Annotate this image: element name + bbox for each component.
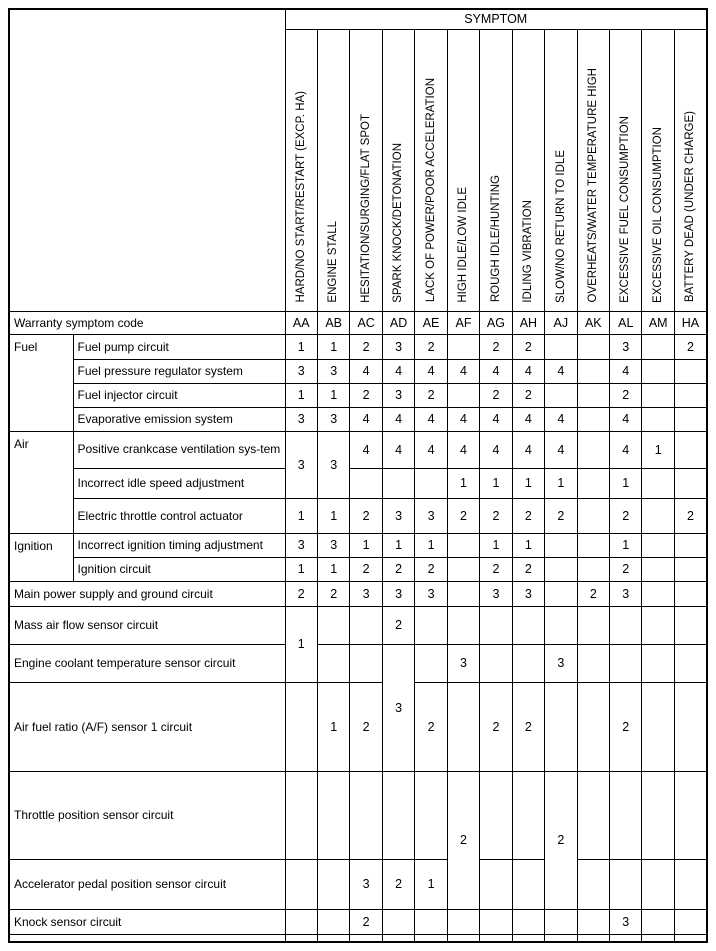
value-cell	[480, 644, 512, 682]
value-cell: 2	[545, 498, 577, 533]
value-cell	[610, 644, 642, 682]
value-cell	[415, 606, 447, 644]
value-cell	[285, 934, 317, 942]
table-row	[9, 606, 707, 644]
value-cell: 3	[350, 859, 382, 909]
value-cell: 2	[350, 334, 382, 359]
table-row	[9, 407, 707, 431]
table-row	[9, 533, 707, 557]
value-cell	[610, 771, 642, 859]
value-cell: 2	[382, 557, 414, 581]
value-cell: 1	[642, 431, 674, 468]
value-cell: 4	[415, 431, 447, 468]
value-cell: 4	[480, 359, 512, 383]
value-cell: 2	[447, 771, 479, 909]
column-header-label: HESITATION/SURGING/FLAT SPOT	[359, 113, 372, 303]
value-cell	[512, 859, 544, 909]
value-cell: 3	[317, 431, 349, 498]
value-cell	[317, 859, 349, 909]
value-cell	[415, 468, 447, 498]
value-cell	[317, 934, 349, 942]
value-cell	[447, 606, 479, 644]
value-cell: 2	[415, 383, 447, 407]
value-cell: 2	[415, 682, 447, 771]
value-cell: 1	[415, 859, 447, 909]
value-cell	[447, 682, 479, 771]
value-cell: 1	[285, 606, 317, 682]
value-cell: 4	[610, 407, 642, 431]
value-cell	[285, 771, 317, 859]
symptom-code: AB	[317, 311, 349, 334]
value-cell	[674, 934, 707, 942]
symptom-code: AD	[382, 311, 414, 334]
value-cell: 4	[480, 431, 512, 468]
value-cell: 2	[512, 498, 544, 533]
symptom-code: AJ	[545, 311, 577, 334]
value-cell	[317, 644, 349, 682]
value-cell	[545, 606, 577, 644]
value-cell	[642, 334, 674, 359]
system-label-cell: Air fuel ratio (A/F) sensor 1 circuit	[9, 682, 285, 771]
value-cell: 2	[350, 682, 382, 771]
value-cell: 4	[610, 359, 642, 383]
value-cell	[642, 468, 674, 498]
value-cell	[512, 644, 544, 682]
value-cell	[480, 859, 512, 909]
value-cell	[447, 557, 479, 581]
value-cell: 2	[512, 557, 544, 581]
value-cell	[415, 644, 447, 682]
system-label-cell: Fuel injector circuit	[73, 383, 285, 407]
table-row	[9, 431, 707, 468]
system-label-cell: Engine coolant temperature sensor circuit	[9, 644, 285, 682]
column-header-cell	[415, 29, 447, 311]
value-cell	[480, 606, 512, 644]
value-cell	[674, 533, 707, 557]
value-cell	[577, 557, 609, 581]
value-cell: 3	[415, 581, 447, 606]
value-cell: 1	[512, 468, 544, 498]
value-cell: 2	[610, 682, 642, 771]
value-cell	[415, 909, 447, 934]
value-cell: 1	[317, 498, 349, 533]
value-cell: 1	[415, 533, 447, 557]
value-cell	[350, 606, 382, 644]
value-cell: 2	[447, 498, 479, 533]
value-cell: 3	[610, 909, 642, 934]
value-cell: 1	[512, 533, 544, 557]
value-cell	[674, 909, 707, 934]
symptom-title-row	[9, 9, 707, 29]
value-cell	[642, 533, 674, 557]
value-cell: 2	[350, 557, 382, 581]
symptom-code: AL	[610, 311, 642, 334]
system-label-cell: Incorrect ignition timing adjustment	[73, 533, 285, 557]
value-cell	[512, 934, 544, 942]
column-header-label: IDLING VIBRATION	[522, 199, 535, 303]
value-cell: 4	[447, 431, 479, 468]
value-cell: 1	[382, 533, 414, 557]
value-cell	[447, 383, 479, 407]
system-label-cell: Main power supply and ground circuit	[9, 581, 285, 606]
value-cell: 1	[285, 383, 317, 407]
table-row	[9, 859, 707, 909]
value-cell	[382, 468, 414, 498]
value-cell: 4	[350, 407, 382, 431]
table-row	[9, 468, 707, 498]
value-cell	[642, 498, 674, 533]
symptom-code: AH	[512, 311, 544, 334]
value-cell	[545, 383, 577, 407]
value-cell: 3	[415, 498, 447, 533]
table-row	[9, 682, 707, 771]
value-cell: 3	[382, 498, 414, 533]
table-row	[9, 644, 707, 682]
value-cell: 2	[382, 606, 414, 644]
value-cell	[577, 359, 609, 383]
value-cell	[642, 771, 674, 859]
value-cell	[512, 771, 544, 859]
value-cell: 2	[480, 557, 512, 581]
value-cell: 2	[674, 498, 707, 533]
category-cell: Air	[9, 431, 73, 533]
value-cell	[577, 407, 609, 431]
value-cell	[642, 606, 674, 644]
value-cell	[447, 934, 479, 942]
value-cell	[674, 682, 707, 771]
value-cell	[610, 606, 642, 644]
value-cell: 4	[545, 431, 577, 468]
value-cell	[512, 909, 544, 934]
value-cell: 3	[382, 383, 414, 407]
column-header-cell	[285, 29, 317, 311]
table-row	[9, 498, 707, 533]
category-cell: Ignition	[9, 533, 73, 581]
value-cell	[285, 909, 317, 934]
system-label-cell: Fuel pump circuit	[73, 334, 285, 359]
table-row	[9, 334, 707, 359]
warranty-code-label: Warranty symptom code	[9, 311, 285, 334]
system-label-cell: Throttle position sensor circuit	[9, 771, 285, 859]
value-cell	[350, 771, 382, 859]
system-label-cell: Accelerator pedal position sensor circuit	[9, 859, 285, 909]
warranty-code-row	[9, 311, 707, 334]
value-cell: 2	[512, 334, 544, 359]
column-header-cell	[480, 29, 512, 311]
value-cell: 3	[382, 644, 414, 771]
value-cell: 4	[415, 359, 447, 383]
column-header-cell	[674, 29, 707, 311]
symptom-code: AK	[577, 311, 609, 334]
system-label-cell	[9, 934, 285, 942]
symptom-code: HA	[674, 311, 707, 334]
value-cell: 2	[480, 383, 512, 407]
column-header-cell	[350, 29, 382, 311]
value-cell: 1	[317, 682, 349, 771]
value-cell	[545, 533, 577, 557]
system-label-cell: Evaporative emission system	[73, 407, 285, 431]
value-cell: 1	[480, 533, 512, 557]
column-header-cell	[317, 29, 349, 311]
value-cell	[415, 771, 447, 859]
symptom-diagnosis-table	[8, 8, 708, 943]
value-cell: 2	[382, 859, 414, 909]
value-cell: 2	[317, 581, 349, 606]
value-cell	[285, 682, 317, 771]
value-cell	[317, 606, 349, 644]
value-cell: 2	[610, 383, 642, 407]
symptom-code: AA	[285, 311, 317, 334]
value-cell: 4	[512, 359, 544, 383]
value-cell: 1	[447, 468, 479, 498]
value-cell	[642, 407, 674, 431]
value-cell	[674, 606, 707, 644]
table-row	[9, 557, 707, 581]
value-cell: 3	[285, 431, 317, 498]
category-cell: Fuel	[9, 334, 73, 431]
value-cell	[447, 533, 479, 557]
value-cell	[642, 557, 674, 581]
value-cell: 1	[285, 498, 317, 533]
value-cell	[480, 909, 512, 934]
system-label-cell: Electric throttle control actuator	[73, 498, 285, 533]
column-header-cell	[447, 29, 479, 311]
value-cell	[512, 606, 544, 644]
column-header-label: SLOW/NO RETURN TO IDLE	[554, 149, 567, 303]
value-cell: 2	[577, 581, 609, 606]
value-cell	[382, 934, 414, 942]
value-cell	[674, 468, 707, 498]
value-cell: 2	[350, 383, 382, 407]
value-cell	[610, 934, 642, 942]
value-cell	[545, 334, 577, 359]
value-cell: 3	[350, 581, 382, 606]
value-cell	[642, 359, 674, 383]
value-cell	[545, 581, 577, 606]
value-cell	[642, 909, 674, 934]
system-label-cell: Fuel pressure regulator system	[73, 359, 285, 383]
corner-cell	[9, 9, 285, 311]
value-cell: 1	[545, 468, 577, 498]
value-cell: 3	[285, 407, 317, 431]
value-cell: 4	[382, 407, 414, 431]
value-cell	[545, 557, 577, 581]
value-cell	[577, 498, 609, 533]
value-cell: 1	[285, 334, 317, 359]
value-cell	[674, 557, 707, 581]
value-cell: 4	[415, 407, 447, 431]
value-cell	[447, 909, 479, 934]
value-cell: 3	[480, 581, 512, 606]
value-cell: 2	[480, 498, 512, 533]
value-cell: 4	[545, 407, 577, 431]
value-cell: 4	[350, 431, 382, 468]
value-cell	[577, 606, 609, 644]
value-cell	[577, 644, 609, 682]
column-header-label: EXCESSIVE FUEL CONSUMPTION	[619, 115, 632, 303]
value-cell: 2	[350, 498, 382, 533]
value-cell: 2	[545, 771, 577, 909]
value-cell	[642, 859, 674, 909]
value-cell: 1	[480, 468, 512, 498]
value-cell	[415, 934, 447, 942]
value-cell: 4	[545, 359, 577, 383]
value-cell: 1	[317, 557, 349, 581]
value-cell: 3	[447, 644, 479, 682]
value-cell: 2	[350, 909, 382, 934]
value-cell: 1	[285, 557, 317, 581]
value-cell	[577, 383, 609, 407]
value-cell	[642, 581, 674, 606]
value-cell	[545, 682, 577, 771]
column-header-cell	[382, 29, 414, 311]
value-cell	[577, 859, 609, 909]
value-cell: 3	[317, 407, 349, 431]
value-cell	[480, 771, 512, 859]
value-cell	[382, 771, 414, 859]
value-cell: 4	[447, 407, 479, 431]
value-cell: 3	[382, 581, 414, 606]
value-cell: 4	[480, 407, 512, 431]
value-cell	[350, 934, 382, 942]
value-cell: 1	[350, 533, 382, 557]
value-cell	[674, 644, 707, 682]
value-cell	[674, 581, 707, 606]
value-cell	[577, 909, 609, 934]
column-header-label: OVERHEATS/WATER TEMPERATURE HIGH	[586, 68, 599, 303]
value-cell	[642, 682, 674, 771]
truncated-row	[9, 934, 707, 942]
value-cell	[480, 934, 512, 942]
value-cell	[577, 934, 609, 942]
value-cell	[545, 934, 577, 942]
symptom-code: AM	[642, 311, 674, 334]
column-header-label: HARD/NO START/RESTART (EXCP. HA)	[294, 90, 307, 303]
value-cell: 3	[317, 359, 349, 383]
value-cell: 2	[415, 334, 447, 359]
value-cell: 4	[382, 431, 414, 468]
value-cell: 3	[317, 533, 349, 557]
column-header-label: HIGH IDLE/LOW IDLE	[457, 186, 470, 303]
value-cell: 2	[480, 682, 512, 771]
table-row	[9, 771, 707, 859]
value-cell	[674, 431, 707, 468]
table-row	[9, 359, 707, 383]
value-cell: 3	[545, 644, 577, 682]
value-cell: 2	[512, 383, 544, 407]
value-cell: 2	[415, 557, 447, 581]
value-cell: 4	[447, 359, 479, 383]
value-cell: 2	[610, 557, 642, 581]
column-header-cell	[610, 29, 642, 311]
value-cell: 4	[382, 359, 414, 383]
value-cell	[285, 859, 317, 909]
system-label-cell: Mass air flow sensor circuit	[9, 606, 285, 644]
value-cell: 2	[674, 334, 707, 359]
value-cell	[447, 334, 479, 359]
value-cell	[610, 859, 642, 909]
column-header-label: ROUGH IDLE/HUNTING	[489, 175, 502, 303]
symptom-code: AG	[480, 311, 512, 334]
value-cell	[674, 359, 707, 383]
value-cell: 1	[317, 383, 349, 407]
value-cell	[577, 771, 609, 859]
column-header-label: BATTERY DEAD (UNDER CHARGE)	[684, 111, 697, 303]
value-cell: 2	[610, 498, 642, 533]
value-cell: 4	[350, 359, 382, 383]
value-cell: 4	[610, 431, 642, 468]
value-cell: 1	[610, 468, 642, 498]
value-cell	[674, 383, 707, 407]
value-cell	[674, 407, 707, 431]
value-cell	[577, 431, 609, 468]
value-cell: 4	[512, 407, 544, 431]
column-header-label: LACK OF POWER/POOR ACCELERATION	[424, 78, 437, 303]
table-row	[9, 383, 707, 407]
symptom-code: AC	[350, 311, 382, 334]
symptom-code: AE	[415, 311, 447, 334]
value-cell: 2	[480, 334, 512, 359]
value-cell	[577, 334, 609, 359]
column-header-label: SPARK KNOCK/DETONATION	[392, 142, 405, 303]
table-row	[9, 909, 707, 934]
column-header-label: ENGINE STALL	[327, 220, 340, 303]
symptom-title: SYMPTOM	[285, 9, 707, 29]
column-header-cell	[642, 29, 674, 311]
value-cell: 3	[512, 581, 544, 606]
value-cell	[674, 771, 707, 859]
system-label-cell: Positive crankcase ventilation sys-tem	[73, 431, 285, 468]
value-cell	[317, 771, 349, 859]
system-label-cell: Incorrect idle speed adjustment	[73, 468, 285, 498]
value-cell	[317, 909, 349, 934]
value-cell	[350, 644, 382, 682]
value-cell: 2	[285, 581, 317, 606]
value-cell	[577, 468, 609, 498]
value-cell: 1	[610, 533, 642, 557]
value-cell	[447, 581, 479, 606]
value-cell	[545, 909, 577, 934]
system-label-cell: Ignition circuit	[73, 557, 285, 581]
table-row	[9, 581, 707, 606]
column-header-cell	[577, 29, 609, 311]
column-header-cell	[545, 29, 577, 311]
value-cell: 3	[610, 334, 642, 359]
value-cell: 4	[512, 431, 544, 468]
value-cell	[577, 533, 609, 557]
value-cell	[642, 383, 674, 407]
value-cell	[674, 859, 707, 909]
value-cell	[577, 682, 609, 771]
value-cell	[642, 934, 674, 942]
column-header-cell	[512, 29, 544, 311]
value-cell: 3	[610, 581, 642, 606]
value-cell: 1	[317, 334, 349, 359]
symptom-code: AF	[447, 311, 479, 334]
value-cell: 3	[285, 359, 317, 383]
value-cell: 2	[512, 682, 544, 771]
column-header-label: EXCESSIVE OIL CONSUMPTION	[651, 126, 664, 303]
value-cell	[382, 909, 414, 934]
value-cell	[642, 644, 674, 682]
system-label-cell: Knock sensor circuit	[9, 909, 285, 934]
value-cell	[350, 468, 382, 498]
value-cell: 3	[382, 334, 414, 359]
value-cell: 3	[285, 533, 317, 557]
